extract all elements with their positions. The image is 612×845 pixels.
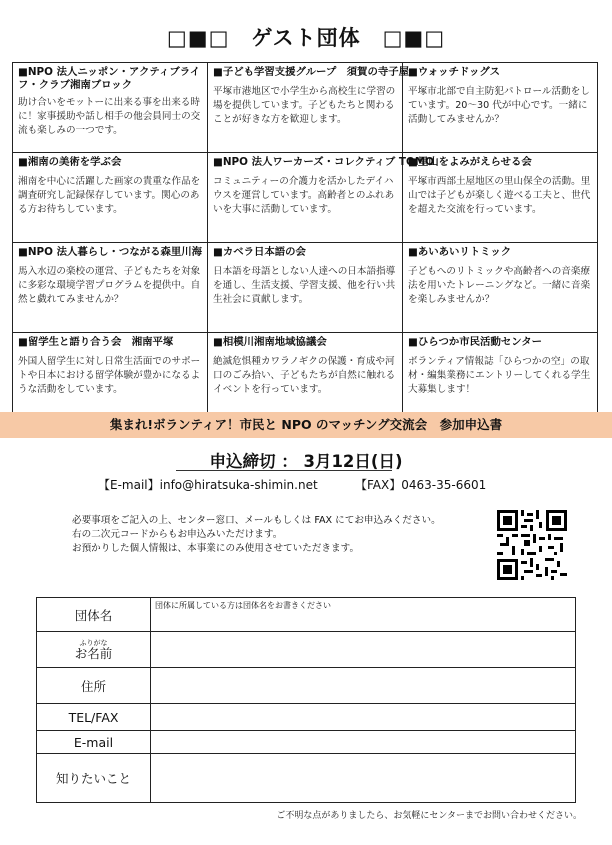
name-label bbox=[75, 639, 113, 660]
org-name: ■子ども学習支援グループ 須賀の寺子屋 bbox=[213, 66, 410, 78]
name-field[interactable] bbox=[151, 632, 576, 668]
org-cell bbox=[208, 153, 434, 243]
org-description: 平塚市港地区で小学生から高校生に学習の場を提供しています。子どもたちと関わることが好きな方を歓迎します。 bbox=[213, 86, 396, 125]
org-cell bbox=[13, 243, 208, 333]
org-name: ■カベラ日本語の会 bbox=[213, 246, 306, 258]
org-cell bbox=[208, 333, 403, 423]
org-description: 外国人留学生に対し日常生活面でのサポートや日本における留学体験が豊かになるような活動をしています。 bbox=[18, 356, 201, 395]
email-label: E-mail bbox=[37, 731, 151, 754]
page-title: □■□ ゲスト団体 □■□ bbox=[166, 26, 446, 50]
org-name: ■留学生と語り合う会 湘南平塚 bbox=[18, 336, 174, 348]
instruction-line: 必要事項をご記入の上、センター窓口、メールもしくは FAX にてお申込みください。 bbox=[72, 515, 441, 526]
org-name: ■相模川湘南地域協議会 bbox=[213, 336, 327, 348]
org-name-hint: 団体に所属している方は団体名をお書きください bbox=[155, 601, 331, 610]
email-field[interactable] bbox=[151, 731, 576, 754]
address-label: 住所 bbox=[37, 668, 151, 704]
org-cell bbox=[403, 243, 598, 333]
org-name: ■NPO 法人ニッポン・アクティブライフ・クラブ湘南ブロック bbox=[18, 66, 201, 91]
org-description: 湘南を中心に活躍した画家の貴重な作品を調査研究し記録保存しています。関心のある方お待ちしています。 bbox=[18, 176, 201, 215]
org-name: ■あいあいリトミック bbox=[408, 246, 512, 258]
instruction-line: お預かりした個人情報は、本事業にのみ使用させていただきます。 bbox=[72, 543, 360, 554]
contact-email[interactable]: 【E-mail】info@hiratsuka-shimin.net bbox=[98, 478, 318, 492]
deadline-underline bbox=[176, 470, 392, 471]
name-ruby: ふりがな bbox=[79, 638, 108, 647]
org-cell bbox=[403, 153, 598, 243]
org-name: ■ウォッチドッグス bbox=[408, 66, 501, 78]
org-description: 絶滅危惧種カワラノギクの保護・育成や河口のごみ拾い、子どもたちが自然に触れるイベントを行っています。 bbox=[213, 356, 396, 395]
org-description: 日本語を母語としない人達への日本語指導を通し、生活支援、学習支援、他を行い共生社会に貢献します。 bbox=[213, 266, 396, 305]
org-description: ボランティア情報誌「ひらつかの空」の取材・編集業務にエントリーしてくれる学生大募集します！ bbox=[408, 356, 591, 395]
deadline-text: 申込締切 ： 3月12日(日) bbox=[209, 452, 403, 471]
org-name: ■ひらつか市民活動センター bbox=[408, 336, 542, 348]
org-cell bbox=[403, 333, 598, 423]
org-name: ■湘南の美術を学ぶ会 bbox=[18, 156, 122, 168]
org-label: 団体名 bbox=[37, 598, 151, 632]
org-description: 馬入水辺の楽校の運営、子どもたちを対象に多彩な環境学習プログラムを提供中。自然と戯れてみませんか？ bbox=[18, 266, 201, 305]
tel-fax-label: TEL/FAX bbox=[37, 704, 151, 731]
name-label-cell bbox=[37, 632, 151, 668]
org-description: コミュニティーの介護力を活かしたデイハウスを運営しています。高齢者とのふれあいを大事に活動しています。 bbox=[213, 176, 395, 215]
org-name: ■NPO 法人暮らし・つながる森里川海 bbox=[18, 246, 203, 258]
event-banner: 集まれ!ボランティア！市民と NPO のマッチング交流会 参加申込書 bbox=[0, 412, 612, 438]
contact-fax: 【FAX】0463-35-6601 bbox=[355, 478, 487, 492]
org-cell bbox=[403, 63, 598, 153]
interest-field[interactable] bbox=[151, 754, 576, 803]
address-field[interactable] bbox=[151, 668, 576, 704]
org-name-field[interactable] bbox=[151, 598, 576, 632]
org-cell bbox=[13, 153, 208, 243]
org-description: 平塚市西部土屋地区の里山保全の活動。里山では子どもが楽しく遊べる工夫と、世代を超えた交流を行っています。 bbox=[408, 176, 591, 215]
org-description: 子どもへのリトミックや高齢者への音楽療法を用いたトレーニングなど。一緒に音楽を楽しみませんか？ bbox=[408, 266, 591, 305]
qr-code-icon[interactable] bbox=[497, 510, 567, 580]
instruction-line: 右の二次元コードからもお申込みいただけます。 bbox=[72, 529, 283, 540]
org-description: 助け合いをモットーに出来る事を出来る時に！家事援助や話し相手の他会員同士の交流も楽しみの一つです。 bbox=[18, 97, 201, 136]
org-name: ■NPO 法人ワーカーズ・コレクティブ TOMO bbox=[213, 156, 434, 168]
application-form bbox=[36, 597, 576, 803]
org-cell bbox=[13, 63, 208, 153]
org-description: 平塚市北部で自主防犯パトロール活動をしています。20～30 代が中心です。一緒に活動してみませんか？ bbox=[408, 86, 590, 125]
org-name: ■里山をよみがえらせる会 bbox=[408, 156, 532, 168]
tel-fax-field[interactable] bbox=[151, 704, 576, 731]
name-label-text: お名前 bbox=[74, 645, 113, 661]
interest-label: 知りたいこと bbox=[37, 754, 151, 803]
instructions bbox=[72, 514, 441, 556]
footer-note: ご不明な点がありましたら、お気軽にセンターまでお問い合わせください。 bbox=[276, 811, 582, 821]
org-cell bbox=[13, 333, 208, 423]
org-cell bbox=[208, 243, 403, 333]
org-cell bbox=[208, 63, 410, 153]
guest-organizations-table bbox=[12, 62, 598, 423]
